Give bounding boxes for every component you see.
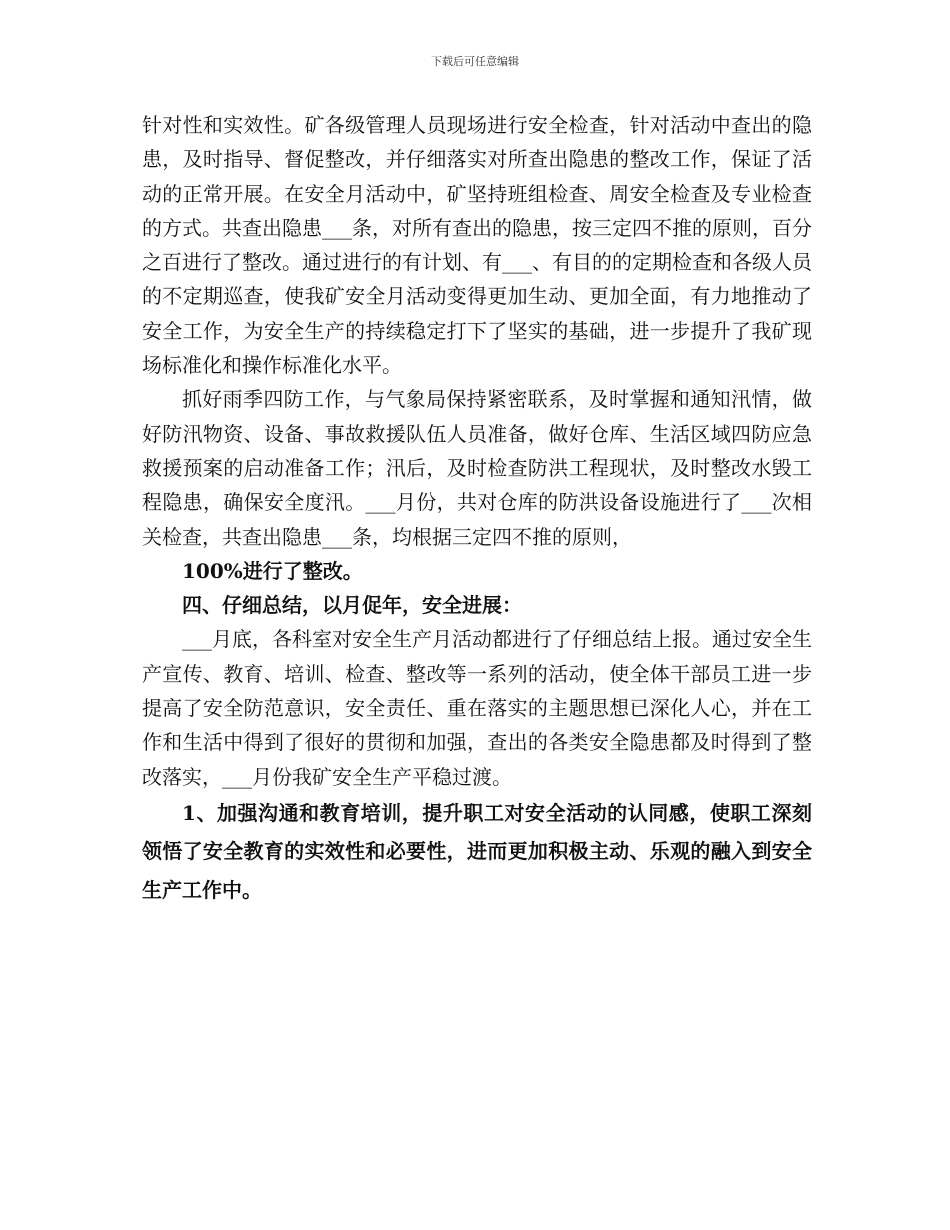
- paragraph-flood-prevention: 抓好雨季四防工作，与气象局保持紧密联系，及时掌握和通知汛情，做好防汛物资、设备、事故救援队伍人员准备，做好仓库、生活区域四防应急救援预案的启动准备工作；汛后，及时检查防洪工程现状，及时整改水毁工程隐患，确保安全度汛。___月份，共对仓库的防洪设备设施进行了___次相关检查，共查出隐患___条，均根据三定四不推的原则，: [142, 387, 812, 549]
- paragraph-safety-inspection: 针对性和实效性。矿各级管理人员现场进行安全检查，针对活动中查出的隐患，及时指导、督促整改，并仔细落实对所查出隐患的整改工作，保证了活动的正常开展。在安全月活动中，矿坚持班组检查、周安全检查及专业检查的方式。共查出隐患___条，对所有查出的隐患，按三定四不推的原则，百分之百进行了整改。通过进行的有计划、有___、有目的的定期检查和各级人员的不定期巡查，使我矿安全月活动变得更加生动、更加全面，有力地推动了安全工作，为安全生产的持续稳定打下了坚实的基础，进一步提升了我矿现场标准化和操作标准化水平。: [142, 113, 812, 378]
- paragraph-communication-training: 1、加强沟通和教育培训，提升职工对安全活动的认同感，使职工深刻领悟了安全教育的实效性和必要性，进而更加积极主动、乐观的融入到安全生产工作中。: [142, 800, 812, 902]
- page-header: 下载后可任意编辑: [431, 55, 519, 68]
- paragraph-monthly-summary: ___月底，各科室对安全生产月活动都进行了仔细总结上报。通过安全生产宣传、教育、培训、检查、整改等一系列的活动，使全体干部员工进一步提高了安全防范意识，安全责任、重在落实的主题思想已深化人心，并在工作和生活中得到了很好的贯彻和加强，查出的各类安全隐患都及时得到了整改落实，___月份我矿安全生产平稳过渡。: [142, 627, 812, 789]
- paragraph-rectification-result: 100%进行了整改。: [182, 558, 363, 583]
- section-heading-summary: 四、仔细总结，以月促年，安全进展：: [182, 593, 522, 618]
- document-body: [142, 108, 812, 909]
